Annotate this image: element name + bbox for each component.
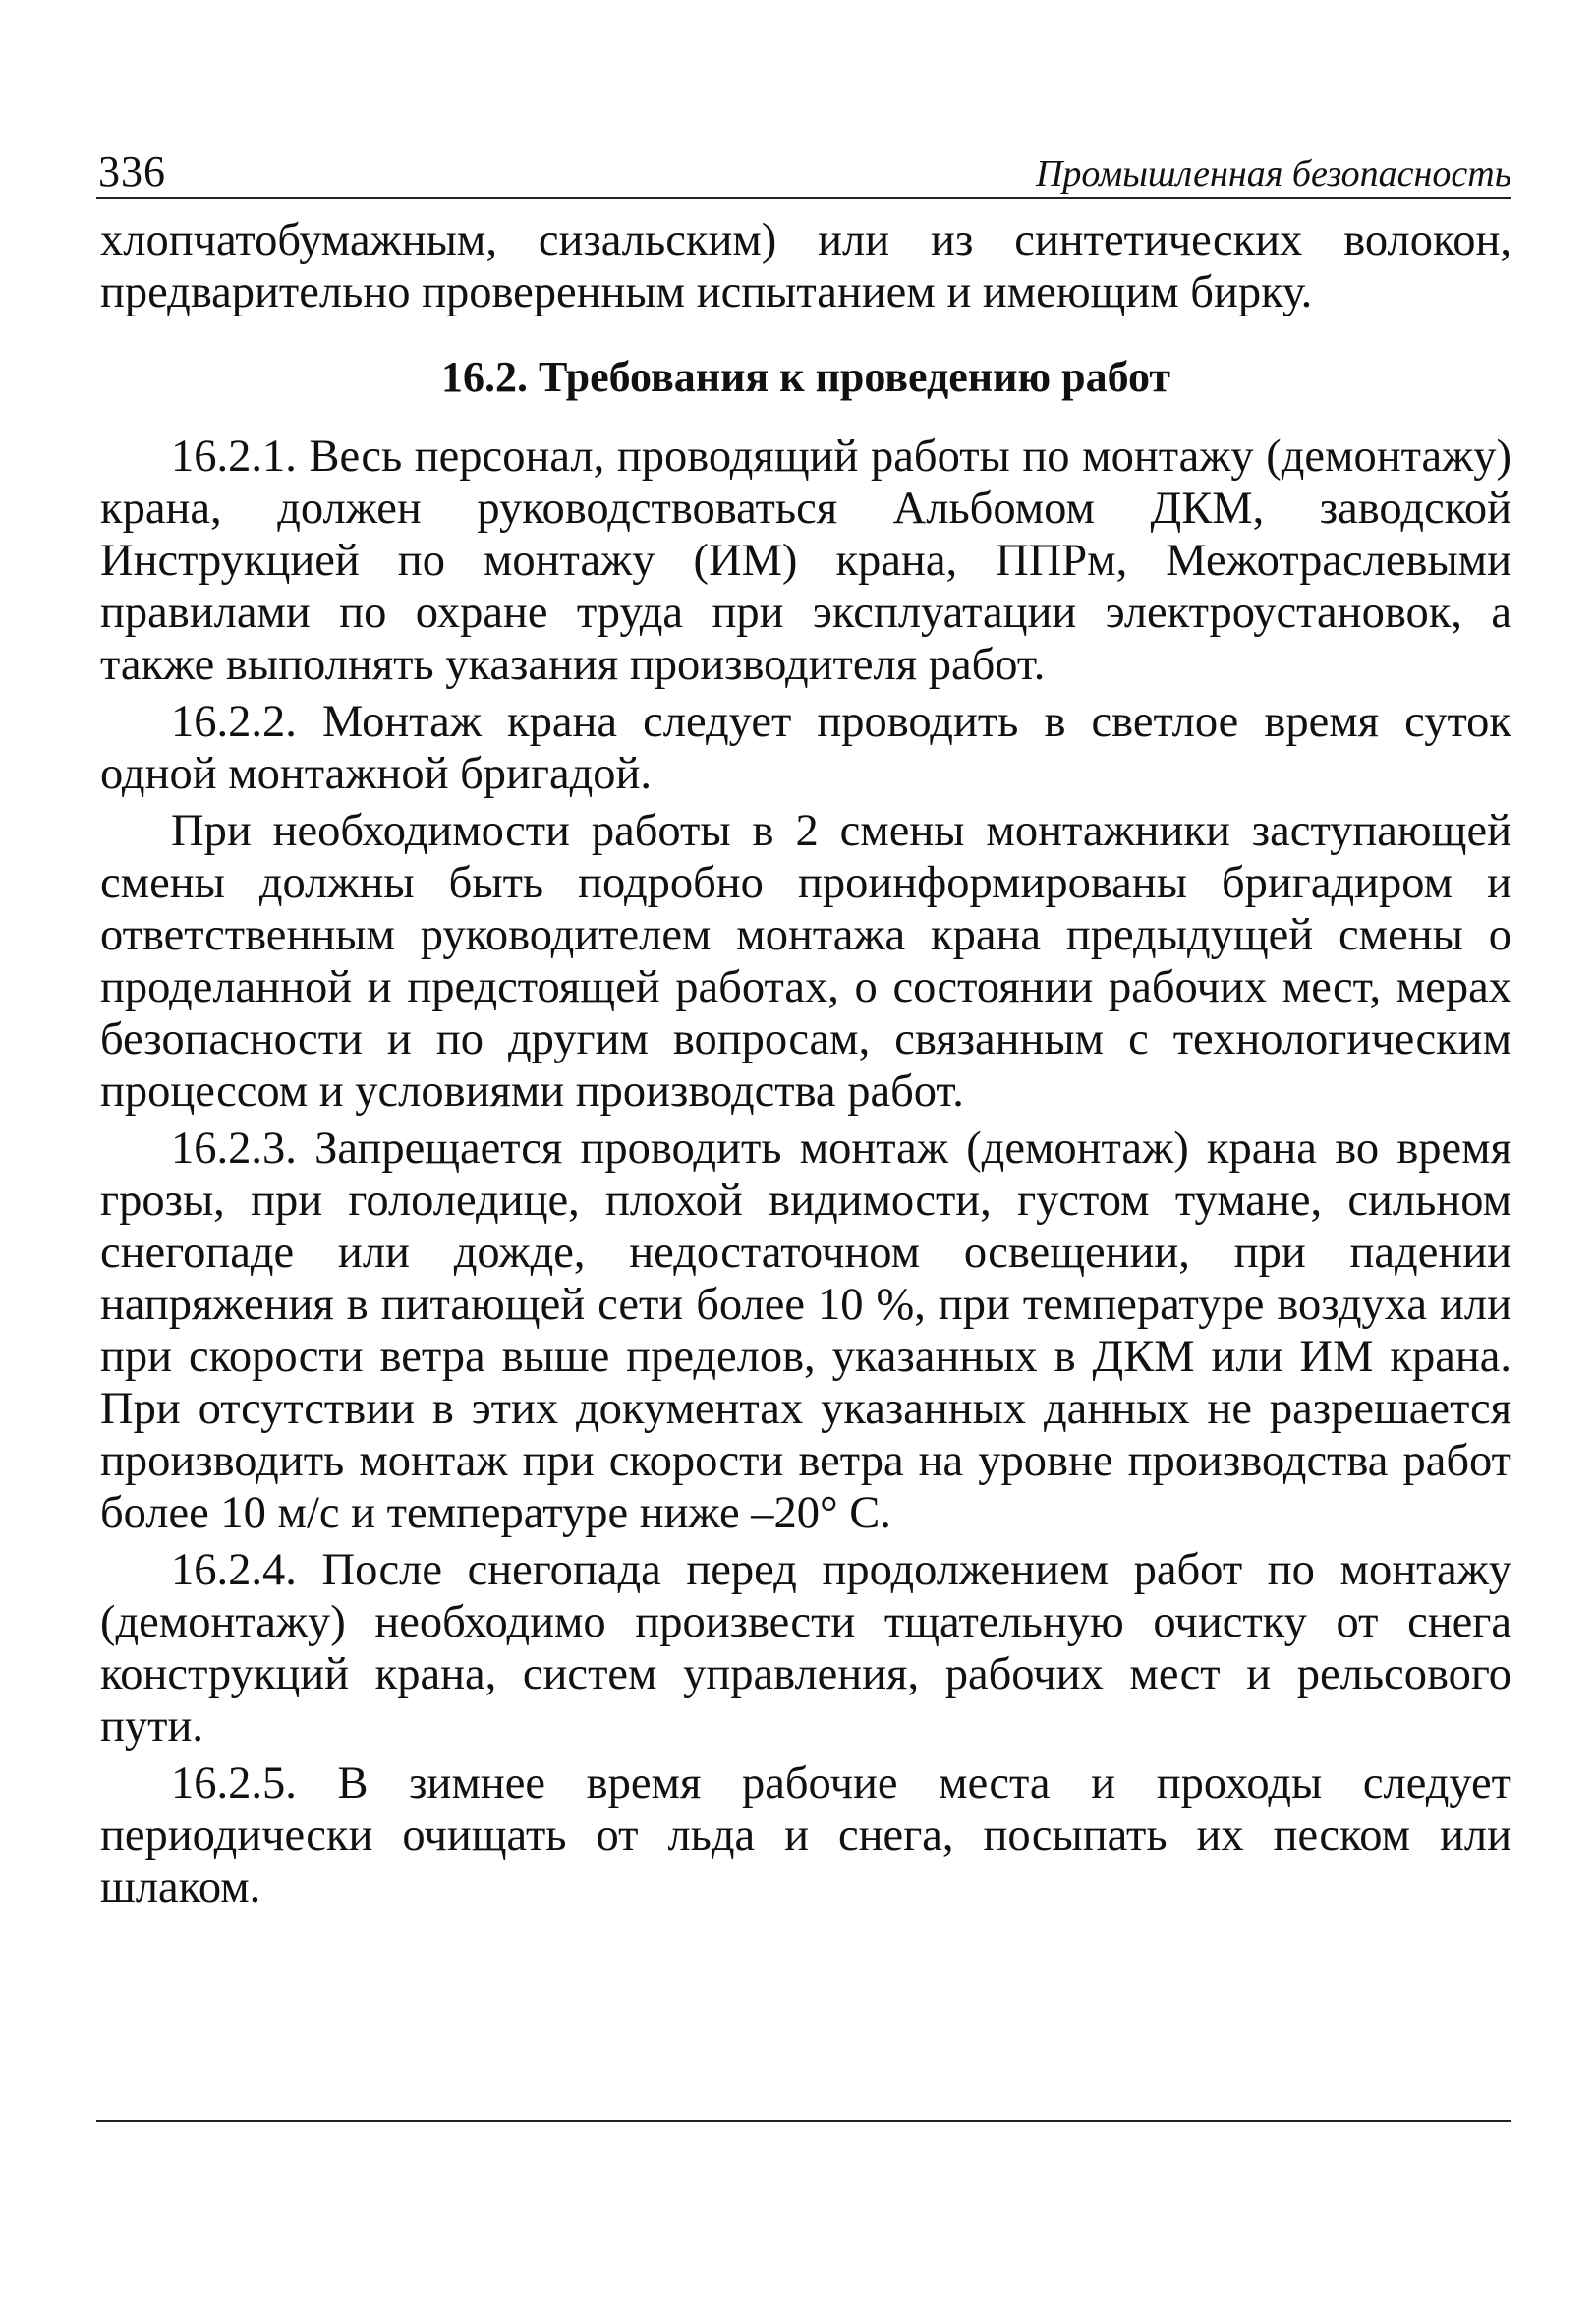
paragraph-16-2-4: 16.2.4. После снегопада перед продолжением работ по монтажу (демонтажу) необходимо произвести тщательную очистку от снега конструкций крана, систем управления, рабочих мест и рельсового пути. bbox=[100, 1545, 1511, 1751]
paragraph-shift-work: При необходимости работы в 2 смены монтажники заступающей смены должны быть подробно проинформированы бригадиром и ответственным руководителем монтажа крана предыдущей смены о проделанной и предстоящей работах, о состоянии рабочих мест, мерах безопасности и по другим вопросам, связанным с технологическим процессом и условиями производства работ. bbox=[100, 806, 1511, 1117]
paragraph-16-2-5: 16.2.5. В зимнее время рабочие места и проходы следует периодически очищать от льда и снега, посыпать их песком или шлаком. bbox=[100, 1758, 1511, 1913]
body-text bbox=[100, 214, 1511, 1919]
page-number: 336 bbox=[98, 147, 166, 196]
running-title: Промышленная безопасность bbox=[1035, 153, 1511, 195]
continuation-paragraph: хлопчатобумажным, сизальским) или из синтетических волокон, предварительно проверенным испытанием и имеющим бирку. bbox=[100, 215, 1511, 317]
paragraph-16-2-2: 16.2.2. Монтаж крана следует проводить в светлое время суток одной монтажной бригадой. bbox=[100, 697, 1511, 799]
running-header bbox=[96, 147, 1511, 199]
paragraph-16-2-3: 16.2.3. Запрещается проводить монтаж (демонтаж) крана во время грозы, при гололедице, плохой видимости, густом тумане, сильном снегопаде или дожде, недостаточном освещении, при падении напряжения в питающей сети более 10 %, при температуре воздуха или при скорости ветра выше пределов, указанных в ДКМ или ИМ крана. При отсутствии в этих документах указанных данных не разрешается производить монтаж при скорости ветра на уровне производства работ более 10 м/с и температуре ниже –20° С. bbox=[100, 1123, 1511, 1538]
footer-rule bbox=[96, 2120, 1511, 2122]
paragraph-16-2-1: 16.2.1. Весь персонал, проводящий работы по монтажу (демонтажу) крана, должен руководствоваться Альбомом ДКМ, заводской Инструкцией по монтажу (ИМ) крана, ППРм, Межотраслевыми правилами по охране труда при эксплуатации электроустановок, а также выполнять указания производителя работ. bbox=[100, 431, 1511, 690]
section-heading: 16.2. Требования к проведению работ bbox=[440, 353, 1171, 401]
